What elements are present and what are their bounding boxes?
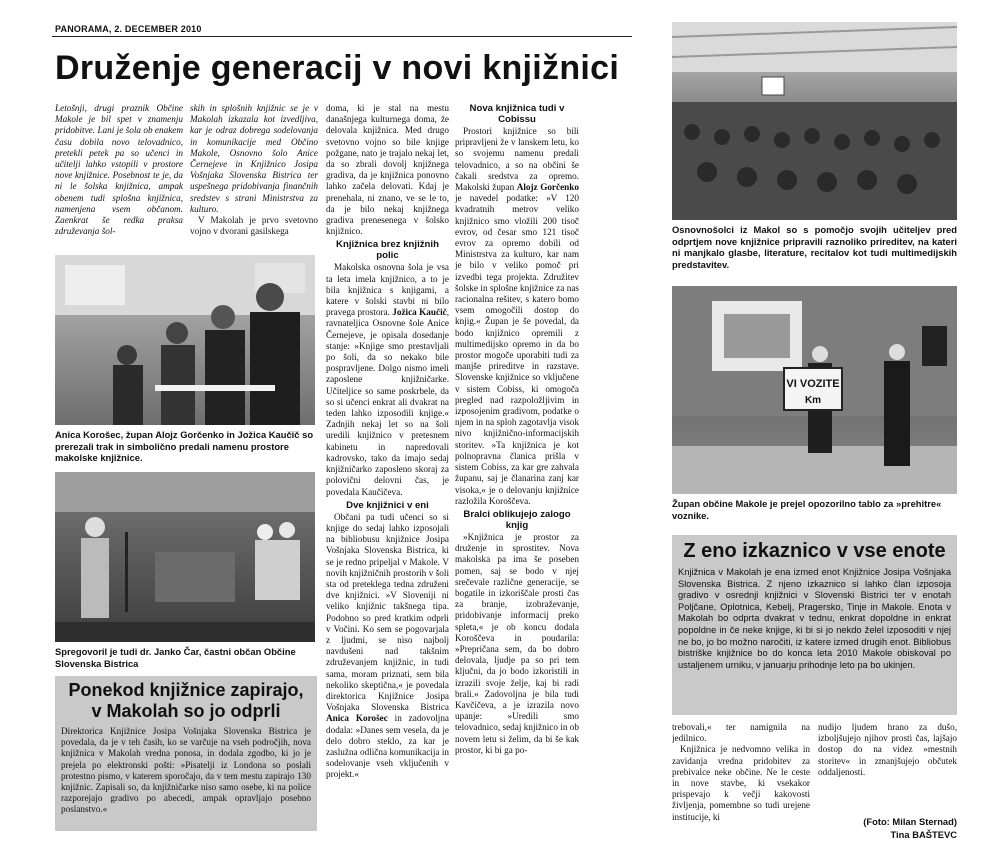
col3-name-kaucic: Jožica Kaučič (392, 307, 447, 318)
article-column-3 (326, 103, 449, 838)
col4-name-gorcenko: Alojz Gorčenko (516, 182, 579, 193)
col4-subheading-2: Bralci oblikujejo zalogo knjig (463, 508, 571, 531)
photo-school-hall (672, 22, 957, 220)
col3-subheading-2: Dve knjižnici v eni (346, 499, 429, 511)
bottom-column-2 (818, 722, 957, 802)
col3-paragraph-1: doma, ki je stal na mestu današnjega kulturnega doma, že delovala knjižnica. Med drugo svetovno vojno so bile knjige požgane, nato je trajalo nekaj let, da so zbrali dovolj knjižnega gradiva, da je knjižnica ponovno lahko začela delovati. Kdaj je prenehala, ni znano, ve se le to, da je bilo nekaj knjižnega gradiva prenesenega v šolsko knjižnico. (326, 103, 449, 237)
running-head: PANORAMA, 2. DECEMBER 2010 (55, 24, 202, 34)
col3-paragraph-2: Makolska osnovna šola je vsa ta leta imela knjižnico, a to je bila knjižnica s knjigami, a katere v šolski stavbi ni bilo pravega prostora. Jožica Kaučič, ravnateljica Osnovne šole Anice Černejeve, je opisala dosedanje stanje: »Knjige smo prestavljali po šoli, da so nekako bile pospravljene. Dolgo nismo imeli zaposlene knjižničarke. Učiteljice so same poskrbele, da so si učenci enkrat ali dvakrat na teden lahko izposodili knjige.« Zadnjih nekaj let so na šoli uredili knjižnico v pretesnem kabinetu in napredovali kadrovsko, tako da imajo sedaj knjižničarko zaposleno skoraj za polovični delovni čas, je povedala Kaučičeva. (326, 262, 449, 497)
caption-mayor-sign: Župan občine Makole je prejel opozorilno tablo za »prehitre« voznike. (672, 498, 942, 521)
intro-column-2 (190, 103, 318, 253)
intro-paragraph-2: skih in splošnih knjižnic se je v Makolah izkazala kot izvedljiva, kar je odraz dobrega sodelovanja in komunikacije med Občino Makole, Osnovno šolo Anice Černejeve in Knjižnico Josipa Vošnjaka Slovenska Bistrica ter uspešnega pridobivanja finančnih sredstev s strani Ministrstva za kulturo. (190, 103, 318, 214)
bottom-col2-paragraph-1: nudijo ljudem hrano za dušo, izboljšujejo njihov prosti čas, lajšajo dostop do na videz »mestnih storitev« in zmanjšujejo občutek oddaljenosti. (818, 722, 957, 777)
col3-name-korosec: Anica Korošec (326, 713, 388, 724)
ribbon-cutting-illustration (55, 255, 315, 425)
sign-text-2: Km (804, 395, 822, 406)
box-right-text: Knjižnica v Makolah je ena izmed enot Knjižnice Josipa Vošnjaka Slovenska Bistrica. Z njeno izkaznico si lahko član izposoja gradivo v osrednji knjižnici v Slovenski Bistrici ter v enotah Poljčane, Oplotnica, Kebelj, Pragersko, Tinje in Makole. Enota v Makolah bo odprta dvakrat v tednu, enkrat dopoldne in enkrat popoldne in če neke knjige, ki bi si jo nekdo želel izposoditi v njej ne bo, jo bo možno naročiti, iz katere izmed drugih enot. Bibliobus bistriške knjižnice bo do konca leta 2010 Makole obiskoval po ustaljenem urniku, v januarju prihodnje leto pa bo ukinjen. (678, 567, 951, 670)
photo-credit: (Foto: Milan Sternad) (863, 816, 957, 827)
author-name: Tina BAŠTEVC (890, 829, 957, 840)
bottom-col1-paragraph-1: trebovali,« ter namignila na jedilnico. (672, 722, 810, 744)
col3-subheading-1: Knjižnica brez knjižnih polic (336, 239, 439, 262)
box-left-text: Direktorica Knjižnice Josipa Vošnjaka Slovenska Bistrica je povedala, da je v teh časih, ko se varčuje na vseh področjih, nova knjižnica v Makolah vredna ponosa, in dodala zgodbo, ki jo je prejela po elektronski pošti: »Pisatelji iz Londona so poslali protestno pismo, v katerem sporočajo, da v tem mestu zapirajo 130 knjižnic. Zapisali so, da knjižničarke niso samo osebe, ki na police razporejajo gradivo po abecedi, ampak opravljajo posebno poslanstvo.« (61, 726, 311, 815)
box-left-title (61, 680, 311, 722)
sign-text-1: VI VOZITE (786, 378, 840, 390)
photo-ribbon-cutting (55, 255, 315, 425)
box-left-title-line-2: v Makolah so jo odprli (91, 701, 281, 721)
sidebar-box-left (55, 676, 317, 831)
bottom-col1-paragraph-2: Knjižnica je nedvomno velika in zavidanja vredna pridobitev za prebivalce neke občine. Ne le ceste in nove stavbe, ki vsekakor prispevajo k večji kakovosti življenja, pomembne so tudi urejene institucije, ki (672, 744, 810, 822)
sidebar-box-right (672, 535, 957, 715)
photo-mayor-sign (672, 286, 957, 494)
caption-school-hall: Osnovnošolci iz Makol so s pomočjo svojih učiteljev pred odprtjem nove knjižnice pripravili raznoliko prireditev, na kateri ni manjkalo glasbe, literature, recitalov kot tudi multimedijskih predstavitev. (672, 224, 957, 270)
speaker-illustration (55, 472, 315, 642)
bottom-column-1 (672, 722, 810, 842)
article-column-4 (455, 103, 579, 838)
caption-ribbon-cutting: Anica Korošec, župan Alojz Gorčenko in Jožica Kaučič so prerezali trak in simbolično predali namenu prostore makolske knjižnice. (55, 429, 314, 463)
box-right-title: Z eno izkaznico v vse enote (683, 540, 946, 562)
school-hall-illustration (672, 22, 957, 220)
photo-speaker (55, 472, 315, 642)
intro-paragraph-1: Letošnji, drugi praznik Občine Makole je bil spet v znamenju pridobitve. Lani je šola ob enakem času dobila novo telovadnico, pretekli petek pa so učenci in učitelji lahko vstopili v prostore nove knjižnice. Posebnost te je, da ni le šolska knjižnica, ampak obenem tudi splošna knjižnica, namenjena vsem občanom. Zaenkrat še redka praksa združevanja šol- (55, 103, 183, 237)
header-rule (52, 36, 632, 37)
intro-paragraph-3: V Makolah je prvo svetovno vojno v dvorani gasilskega (190, 215, 318, 237)
col4-subheading-1: Nova knjižnica tudi v Cobissu (469, 103, 565, 125)
mayor-sign-illustration (672, 286, 957, 494)
intro-column-1 (55, 103, 183, 253)
col4-paragraph-1: Prostori knjižnice so bili pripravljeni že v lanskem letu, ko so svojemu namenu predali telovadnico, a so na občini še čakali sredstva za opremo. Makolski župan Alojz Gorčenko je navedel podatke: »V 120 kvadratnih metrov veliko knjižnico smo vložili 200 tisoč evrov, od česar smo 121 tisoč evrov za opremo dobili od Ministrstva za kulturo, kar nam je bilo v veliko pomoč pri izvedbi tega projekta. Združitev šolske in splošne knjižnice za nas racionalna rešitev, s katero bomo vsem omogočili dostop do knjig.« Župan je še povedal, da bodo knjižnico opremili z multimedijsko opremo in da bo prostor mogoče uporabiti tudi za manjše prireditve in razstave. Slovenske knjižnice so vključene v sistem Cobiss, ki omogoča pregled nad razpoložljivim in izposojenim gradivom, podatke o njem in na sploh zagotavlja visok nivo knjižnično-informacijskih storitev. »Ta knjižnica je kot polnopravna članica prišla v sistem Cobiss, za kar gre zahvala županu, saj je članarina zanj kar visoka,« je o delovanju knjižnice razložila Koroščeva. (455, 126, 579, 506)
article-title: Druženje generacij v novi knjižnici (55, 49, 620, 87)
col3-paragraph-3: Občani pa tudi učenci so si knjige do sedaj lahko izposojali na bibliobusu knjižnice Josipa Vošnjaka Slovenska Bistrica, ki se je redno pripeljal v Makole. V novih knjižničnih prostorih v šoli sta od preteklega tedna združeni dve knjižnici. »V Sloveniji ni veliko knjižnic takšnega tipa. Podobno so pred kratkim odprli v Vočini. Ko sem se pogovarjala z ljudmi, se niso najbolj navdušeni nad takšnim združevanjem knjižnic, in tudi sama, moram priznati, sem bila nekoliko skeptična,« je povedala direktorica Knjižnice Josipa Vošnjaka Slovenska Bistrica Anica Korošec in zadovoljna dodala: »Danes sem vesela, da je delo dobro steklo, za kar je zaslužna odlična komunikacija in sodelovanje vseh vključenih v projekt.« (326, 511, 449, 780)
box-left-title-line-1: Ponekod knjižnice zapirajo, (68, 680, 304, 700)
col4-paragraph-2: »Knjižnica je prostor za druženje in sprostitev. Nova makolska pa ima še poseben pomen, saj se bodo v njej srečevale različne generacije, se bogatile in izkoriščale prosti čas za branje, izobraževanje, pridobivanje informacij preko spleta,« je ob koncu dodala Koroščeva in poudarila: »Prepričana sem, da bo dobro delovala, ljudje pa so pri tem ključni, da jo bodo izkoristili in izrazili svoje želje, kaj bi radi brali.« Zadovoljna je bila tudi Kavčičeva, a je izrazila novo upanje: »Uredili smo telovadnico, sedaj knjižnico in ob novem letu si želim, da bi še kak prostor, ki bi ga po- (455, 531, 579, 755)
caption-speaker: Spregovoril je tudi dr. Janko Čar, častni občan Občine Slovenska Bistrica (55, 646, 296, 669)
